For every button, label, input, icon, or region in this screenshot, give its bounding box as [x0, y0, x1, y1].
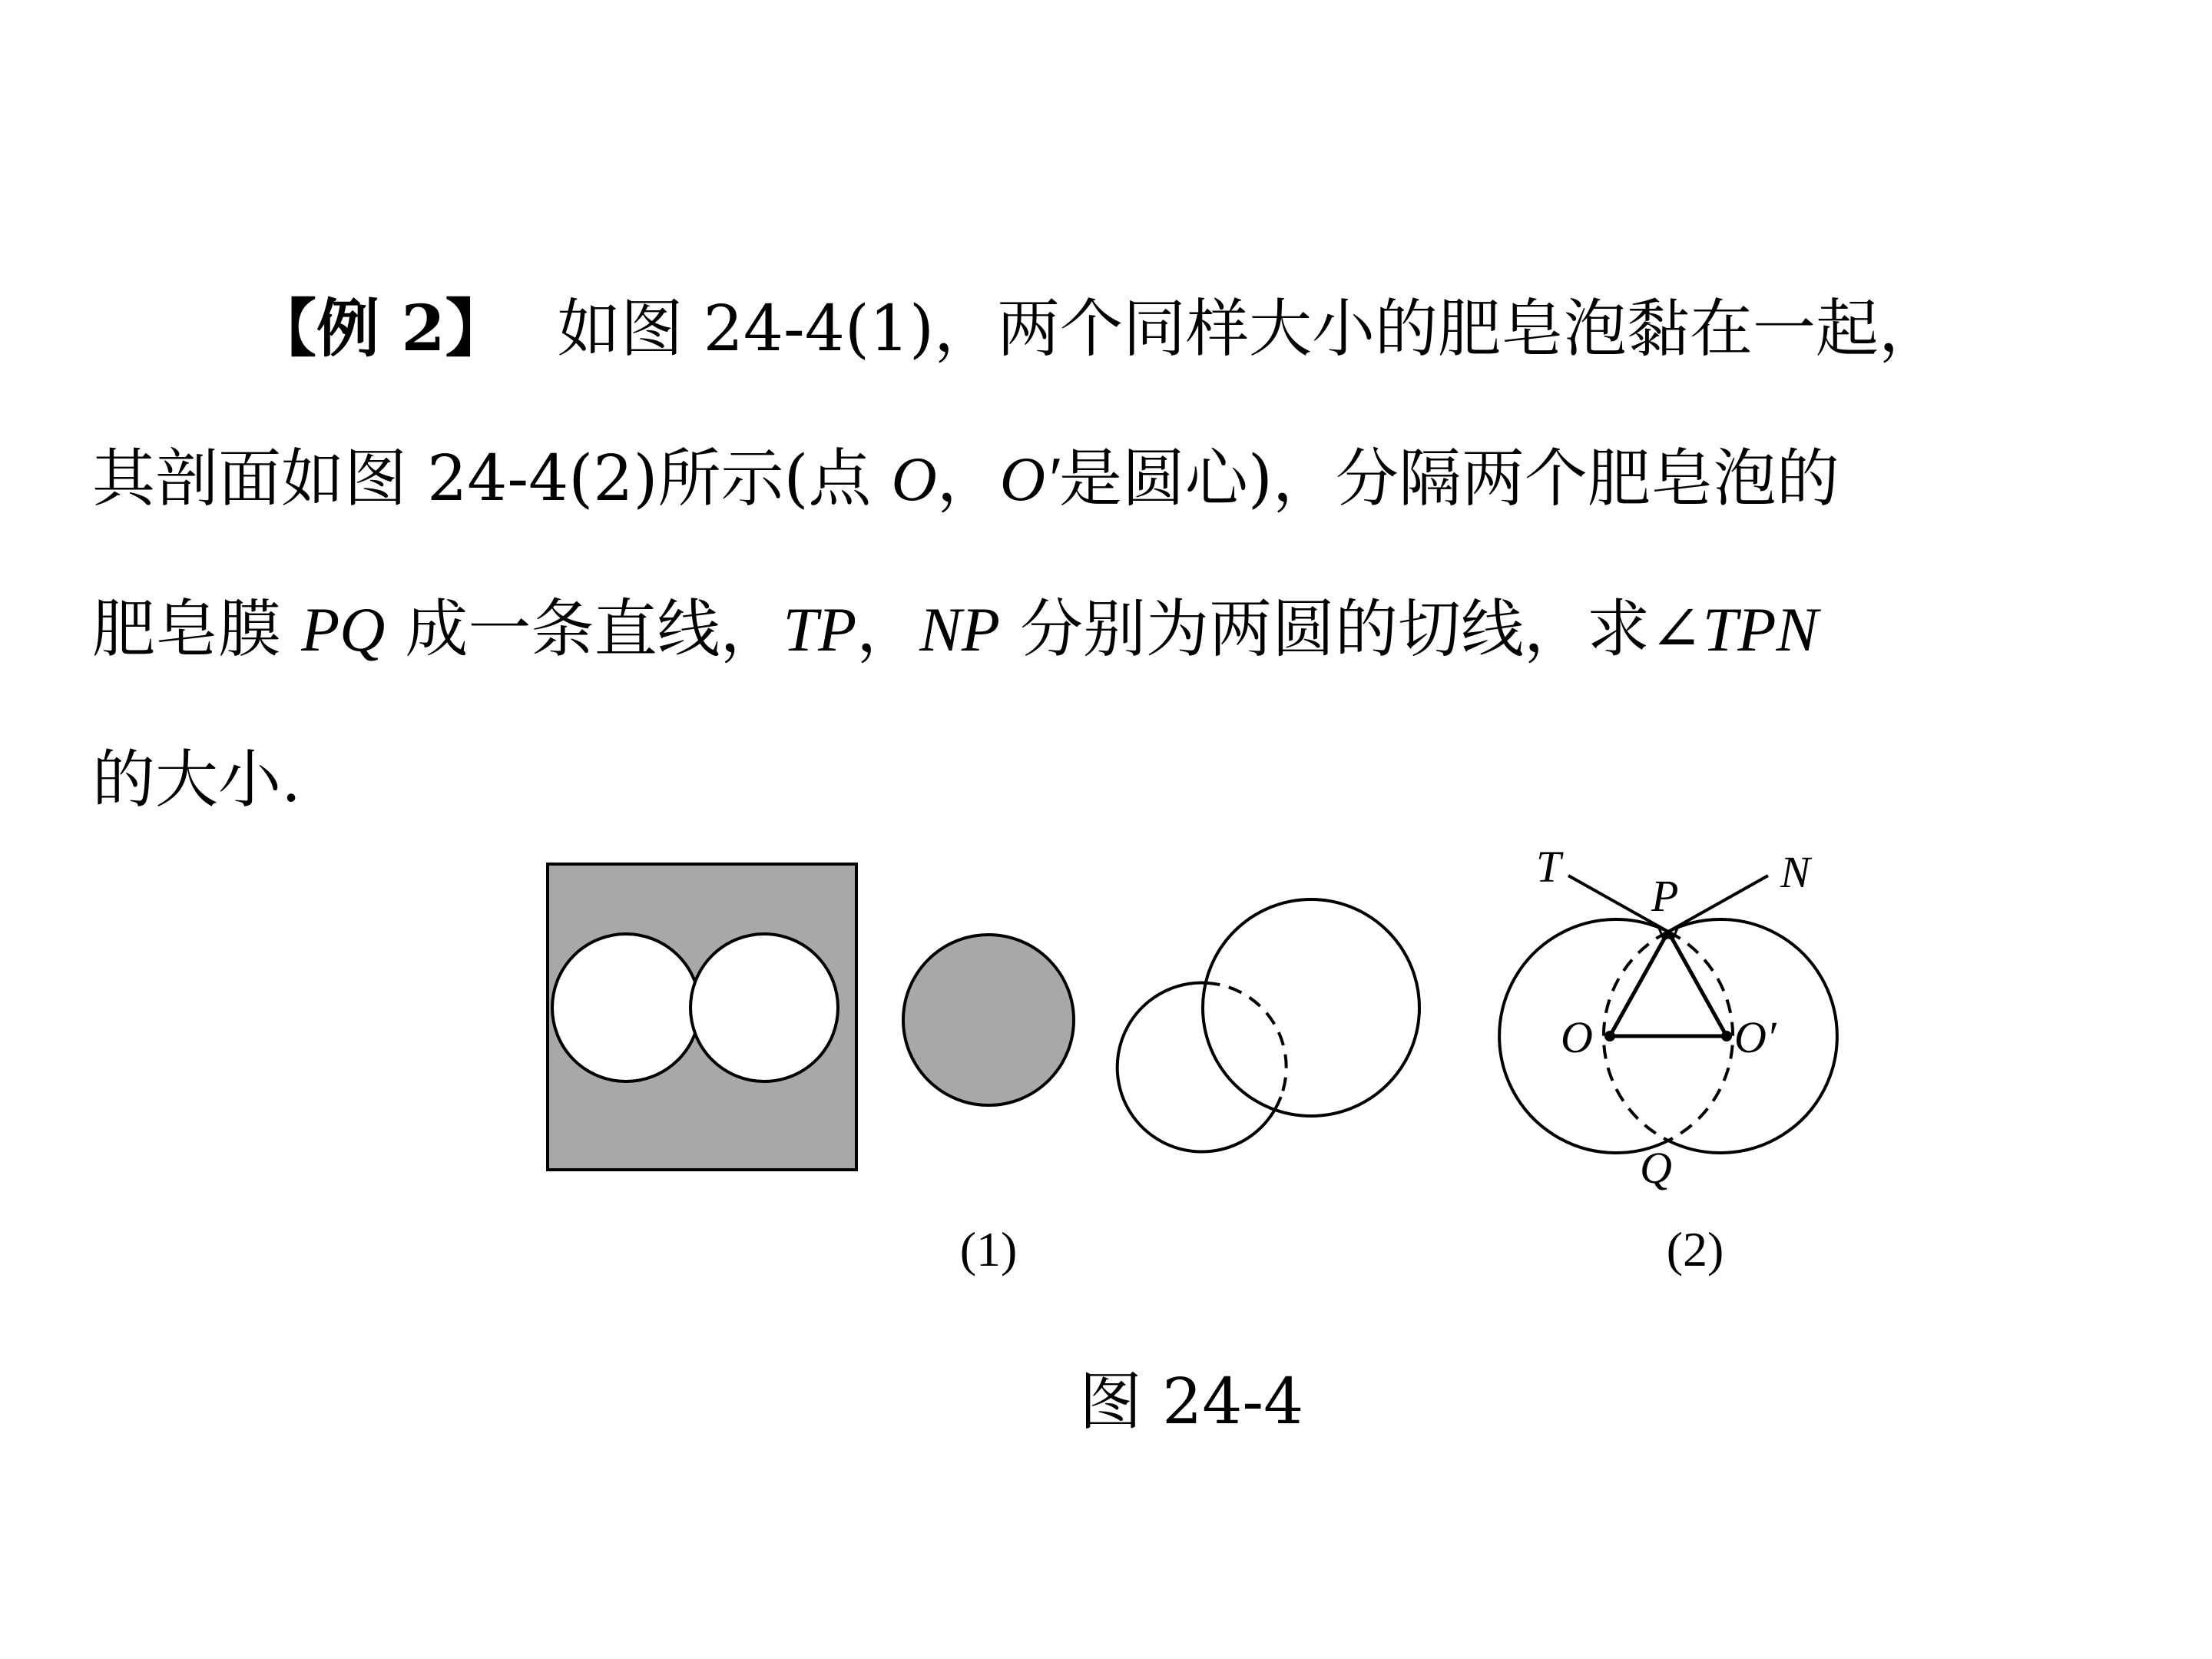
figure-caption: 图 24-4	[1079, 1366, 1304, 1439]
small-circle	[1118, 983, 1281, 1152]
problem-line-4: 的大小.	[92, 743, 302, 816]
point-T-label: T	[1536, 842, 1561, 892]
point-O-label: O	[1561, 1012, 1593, 1062]
point-O2-label: O′	[1734, 1012, 1777, 1062]
bubble-right	[690, 934, 838, 1081]
bubble-left	[552, 934, 700, 1081]
shaded-circle	[903, 935, 1074, 1105]
problem-line-2: 其剖面如图 24-4(2)所示(点 O，O′是圆心)，分隔两个肥皂泡的	[92, 442, 1839, 515]
large-circle	[1203, 899, 1419, 1116]
problem-line-3: 肥皂膜 PQ 成一条直线，TP，NP 分别为两圆的切线，求∠TPN	[92, 593, 1819, 666]
segment-PO	[1610, 932, 1668, 1036]
segment-PO2	[1668, 932, 1727, 1036]
point-Q-label: Q	[1640, 1143, 1672, 1193]
point-P-label: P	[1651, 871, 1679, 921]
problem-line-1: 【例 2】 如图 24-4(1)，两个同样大小的肥皂泡黏在一起，	[253, 292, 1942, 366]
subfigure-2-label: (2)	[1666, 1222, 1724, 1277]
point-O-dot	[1604, 1031, 1615, 1041]
problem-text	[92, 253, 2151, 856]
subfigure-1-label: (1)	[959, 1222, 1018, 1277]
point-O2-dot	[1721, 1031, 1732, 1041]
small-circle-dashed-arc	[1207, 983, 1286, 1097]
point-N-label: N	[1780, 847, 1810, 897]
example-label: 【例 2】	[253, 292, 508, 366]
